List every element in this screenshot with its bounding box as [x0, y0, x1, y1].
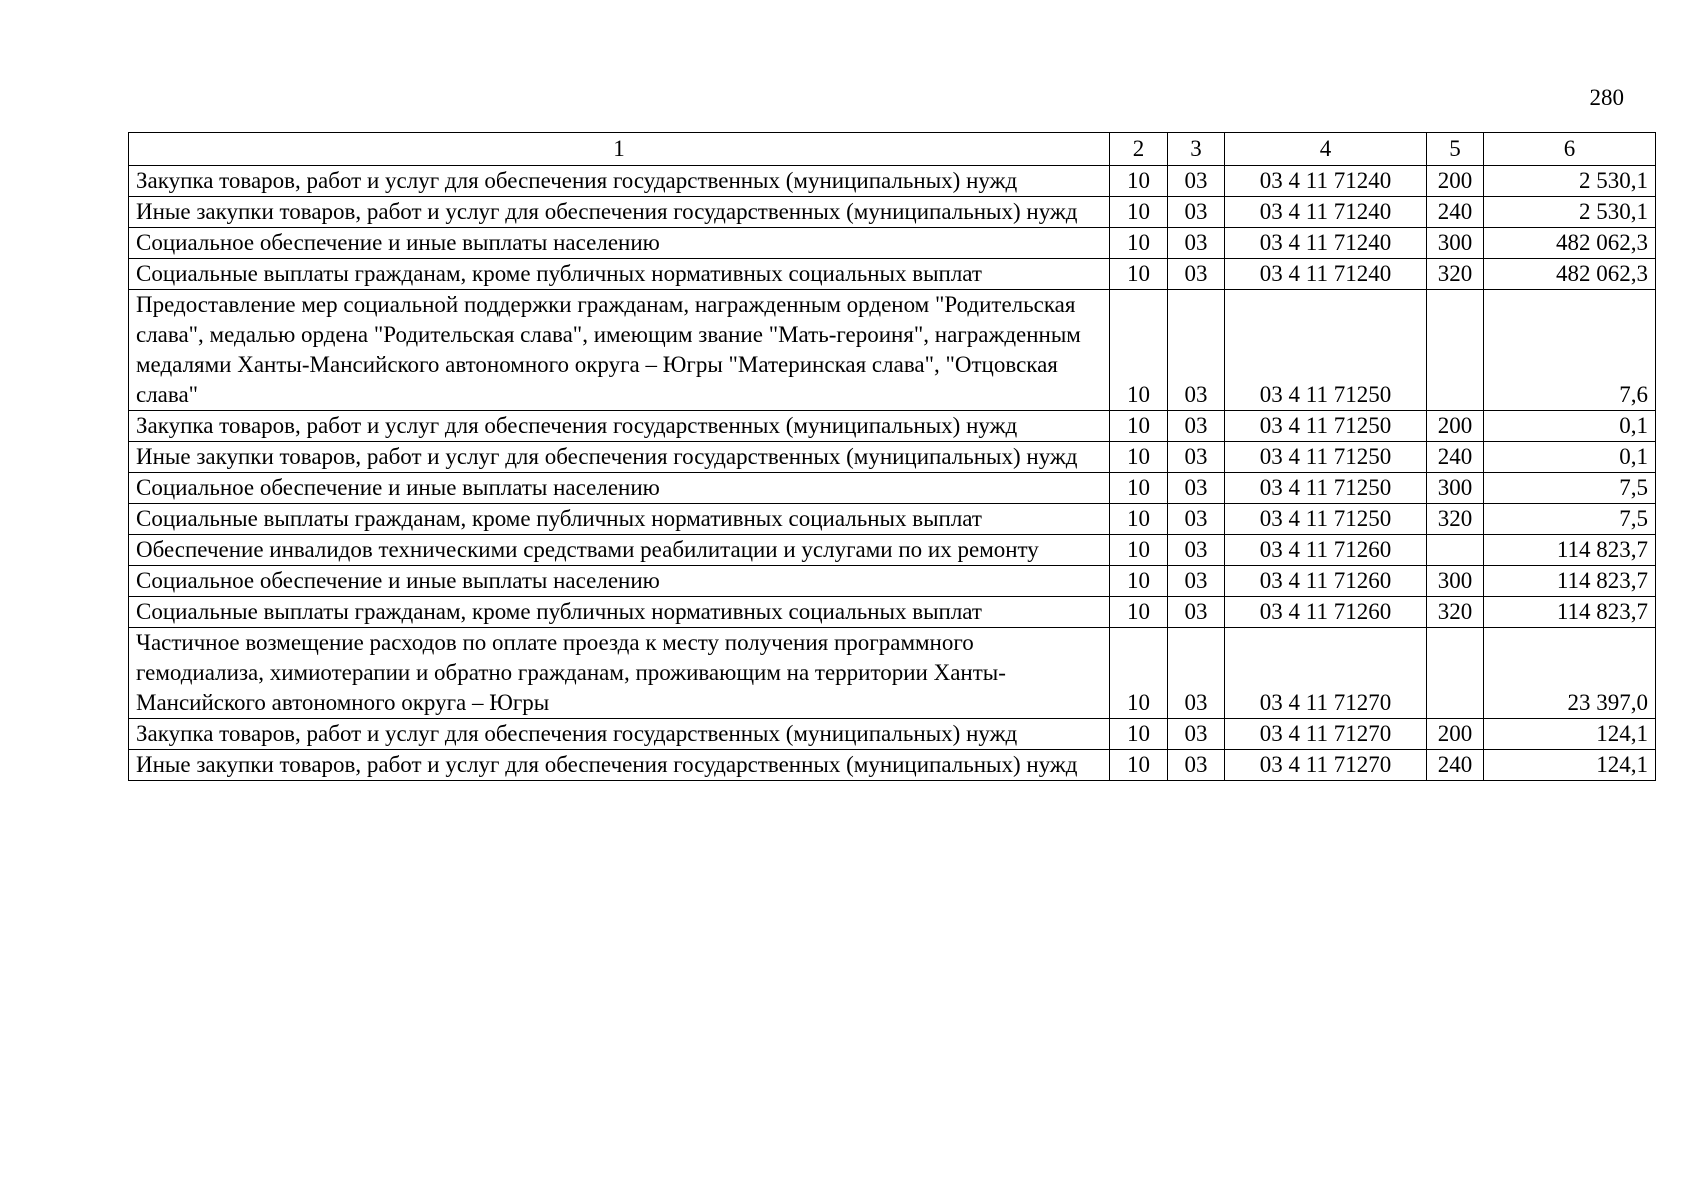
table-row [129, 228, 1656, 259]
budget-table [128, 132, 1656, 781]
row-subsection: 03 [1168, 166, 1225, 197]
row-section: 10 [1110, 566, 1168, 597]
table-row [129, 597, 1656, 628]
table-row [129, 259, 1656, 290]
row-name: Закупка товаров, работ и услуг для обеспечения государственных (муниципальных) нужд [129, 719, 1110, 750]
row-section: 10 [1110, 597, 1168, 628]
row-subsection: 03 [1168, 290, 1225, 411]
row-subsection: 03 [1168, 197, 1225, 228]
row-expense-type: 320 [1427, 504, 1484, 535]
row-section: 10 [1110, 290, 1168, 411]
row-section: 10 [1110, 719, 1168, 750]
row-amount: 2 530,1 [1484, 166, 1656, 197]
row-subsection: 03 [1168, 628, 1225, 719]
row-section: 10 [1110, 197, 1168, 228]
row-amount: 114 823,7 [1484, 566, 1656, 597]
row-name: Иные закупки товаров, работ и услуг для обеспечения государственных (муниципальных) нужд [129, 750, 1110, 781]
column-header: 6 [1484, 133, 1656, 166]
row-amount: 482 062,3 [1484, 259, 1656, 290]
row-expense-type: 300 [1427, 228, 1484, 259]
row-name: Иные закупки товаров, работ и услуг для обеспечения государственных (муниципальных) нужд [129, 442, 1110, 473]
row-article: 03 4 11 71260 [1225, 566, 1427, 597]
table-row [129, 504, 1656, 535]
row-amount: 124,1 [1484, 719, 1656, 750]
table-row [129, 535, 1656, 566]
page-number: 280 [1589, 85, 1624, 110]
row-expense-type: 320 [1427, 597, 1484, 628]
row-amount: 482 062,3 [1484, 228, 1656, 259]
row-expense-type: 240 [1427, 442, 1484, 473]
row-expense-type: 300 [1427, 473, 1484, 504]
row-section: 10 [1110, 411, 1168, 442]
row-subsection: 03 [1168, 597, 1225, 628]
row-name: Иные закупки товаров, работ и услуг для обеспечения государственных (муниципальных) нужд [129, 197, 1110, 228]
row-subsection: 03 [1168, 719, 1225, 750]
column-header: 5 [1427, 133, 1484, 166]
row-subsection: 03 [1168, 535, 1225, 566]
row-name: Предоставление мер социальной поддержки гражданам, награжденным орденом "Родительская слава", медалью ордена "Родительская слава", имеющим звание "Мать-героиня", награжденным медалями Ханты-Мансийского автономного округа – Югры "Материнская слава", "Отцовская слава" [129, 290, 1110, 411]
row-section: 10 [1110, 259, 1168, 290]
row-expense-type: 240 [1427, 750, 1484, 781]
row-article: 03 4 11 71270 [1225, 719, 1427, 750]
table-header-row [129, 133, 1656, 166]
table-row [129, 750, 1656, 781]
row-article: 03 4 11 71250 [1225, 290, 1427, 411]
table-row [129, 166, 1656, 197]
column-header: 4 [1225, 133, 1427, 166]
row-article: 03 4 11 71270 [1225, 628, 1427, 719]
row-name: Социальные выплаты гражданам, кроме публичных нормативных социальных выплат [129, 597, 1110, 628]
row-expense-type [1427, 290, 1484, 411]
row-amount: 23 397,0 [1484, 628, 1656, 719]
row-section: 10 [1110, 473, 1168, 504]
row-article: 03 4 11 71250 [1225, 473, 1427, 504]
row-amount: 0,1 [1484, 442, 1656, 473]
row-expense-type: 200 [1427, 411, 1484, 442]
table-row [129, 442, 1656, 473]
row-amount: 114 823,7 [1484, 597, 1656, 628]
row-section: 10 [1110, 228, 1168, 259]
row-expense-type: 300 [1427, 566, 1484, 597]
table-row [129, 566, 1656, 597]
row-name: Обеспечение инвалидов техническими средствами реабилитации и услугами по их ремонту [129, 535, 1110, 566]
row-subsection: 03 [1168, 473, 1225, 504]
row-name: Социальное обеспечение и иные выплаты населению [129, 473, 1110, 504]
row-section: 10 [1110, 628, 1168, 719]
row-article: 03 4 11 71240 [1225, 259, 1427, 290]
row-section: 10 [1110, 750, 1168, 781]
row-name: Закупка товаров, работ и услуг для обеспечения государственных (муниципальных) нужд [129, 411, 1110, 442]
row-expense-type [1427, 628, 1484, 719]
table-row [129, 197, 1656, 228]
row-subsection: 03 [1168, 504, 1225, 535]
row-name: Частичное возмещение расходов по оплате проезда к месту получения программного гемодиализа, химиотерапии и обратно гражданам, проживающим на территории Ханты-Мансийского автономного округа – Югры [129, 628, 1110, 719]
row-article: 03 4 11 71240 [1225, 228, 1427, 259]
row-article: 03 4 11 71260 [1225, 597, 1427, 628]
row-amount: 7,6 [1484, 290, 1656, 411]
row-amount: 0,1 [1484, 411, 1656, 442]
row-name: Социальное обеспечение и иные выплаты населению [129, 566, 1110, 597]
table-row [129, 628, 1656, 719]
row-subsection: 03 [1168, 228, 1225, 259]
row-amount: 7,5 [1484, 504, 1656, 535]
row-subsection: 03 [1168, 411, 1225, 442]
table-row [129, 719, 1656, 750]
row-article: 03 4 11 71250 [1225, 411, 1427, 442]
row-subsection: 03 [1168, 750, 1225, 781]
row-subsection: 03 [1168, 566, 1225, 597]
row-amount: 114 823,7 [1484, 535, 1656, 566]
row-name: Закупка товаров, работ и услуг для обеспечения государственных (муниципальных) нужд [129, 166, 1110, 197]
row-name: Социальное обеспечение и иные выплаты населению [129, 228, 1110, 259]
row-expense-type: 320 [1427, 259, 1484, 290]
row-article: 03 4 11 71260 [1225, 535, 1427, 566]
row-article: 03 4 11 71270 [1225, 750, 1427, 781]
table-row [129, 473, 1656, 504]
row-name: Социальные выплаты гражданам, кроме публичных нормативных социальных выплат [129, 504, 1110, 535]
row-amount: 2 530,1 [1484, 197, 1656, 228]
row-expense-type: 200 [1427, 166, 1484, 197]
row-section: 10 [1110, 442, 1168, 473]
row-expense-type: 200 [1427, 719, 1484, 750]
row-article: 03 4 11 71240 [1225, 166, 1427, 197]
row-name: Социальные выплаты гражданам, кроме публичных нормативных социальных выплат [129, 259, 1110, 290]
row-section: 10 [1110, 166, 1168, 197]
row-expense-type [1427, 535, 1484, 566]
row-article: 03 4 11 71240 [1225, 197, 1427, 228]
column-header: 2 [1110, 133, 1168, 166]
row-article: 03 4 11 71250 [1225, 442, 1427, 473]
row-subsection: 03 [1168, 259, 1225, 290]
row-amount: 7,5 [1484, 473, 1656, 504]
row-amount: 124,1 [1484, 750, 1656, 781]
table-row [129, 411, 1656, 442]
column-header: 3 [1168, 133, 1225, 166]
column-header: 1 [129, 133, 1110, 166]
row-section: 10 [1110, 504, 1168, 535]
table-row [129, 290, 1656, 411]
row-section: 10 [1110, 535, 1168, 566]
row-expense-type: 240 [1427, 197, 1484, 228]
row-subsection: 03 [1168, 442, 1225, 473]
row-article: 03 4 11 71250 [1225, 504, 1427, 535]
